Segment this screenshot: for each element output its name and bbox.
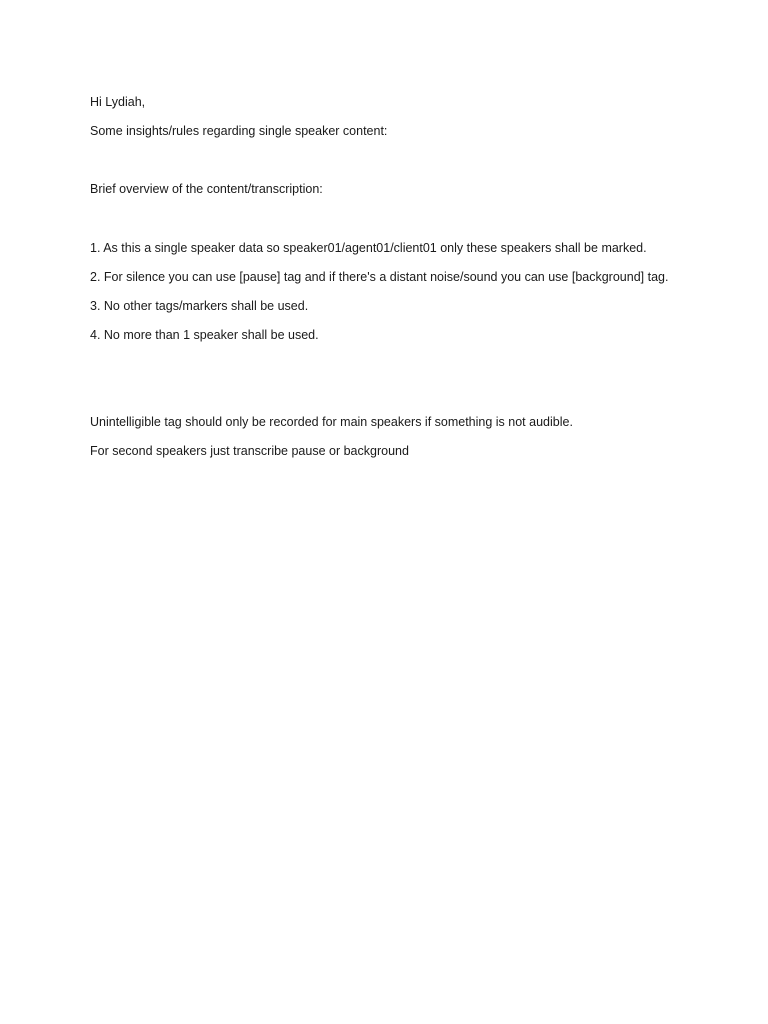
overview-heading: Brief overview of the content/transcription: [90, 182, 323, 196]
intro-line: Some insights/rules regarding single speaker content: [90, 124, 388, 138]
note-line: Unintelligible tag should only be recorded for main speakers if something is not audible. [90, 415, 573, 429]
note-line: For second speakers just transcribe pause or background [90, 444, 409, 458]
greeting-line: Hi Lydiah, [90, 95, 146, 109]
rule-item: 4. No more than 1 speaker shall be used. [90, 328, 319, 342]
rule-item: 2. For silence you can use [pause] tag and if there's a distant noise/sound you can use [background] tag. [90, 270, 669, 284]
rule-item: 3. No other tags/markers shall be used. [90, 299, 309, 313]
rule-item: 1. As this a single speaker data so speaker01/agent01/client01 only these speakers shall be marked. [90, 241, 647, 255]
